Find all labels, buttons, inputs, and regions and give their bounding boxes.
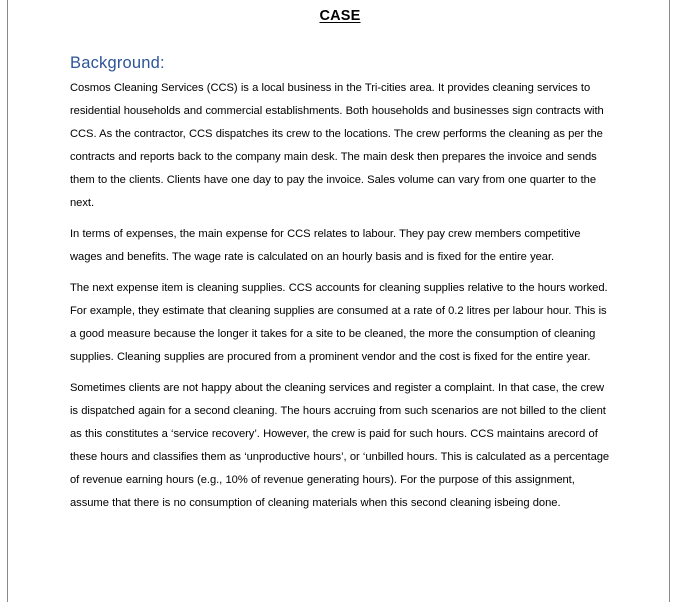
paragraph-cleaning-supplies: The next expense item is cleaning supplies. CCS accounts for cleaning supplies relative to the hours worked. For example, they estimate that cleaning supplies are consumed at a rate of 0.2 litres per labour hour. This is a good measure because the longer it takes for a site to be cleaned, the more the consumption of cleaning supplies. Cleaning supplies are procured from a prominent vendor and the cost is fixed for the entire year. bbox=[70, 282, 608, 363]
paragraph-labour-expense: In terms of expenses, the main expense for CCS relates to labour. They pay crew members competitive wages and benefits. The wage rate is calculated on an hourly basis and is fixed for the entire year. bbox=[70, 228, 581, 263]
document-title: CASE bbox=[319, 8, 361, 24]
document-page bbox=[70, 0, 610, 515]
section-heading: Background: bbox=[70, 54, 165, 72]
page-border-right bbox=[669, 0, 670, 602]
paragraph-company-overview: Cosmos Cleaning Services (CCS) is a local business in the Tri-cities area. It provides cleaning services to residential households and commercial establishments. Both households and businesses sign contracts with CCS. As the contractor, CCS dispatches its crew to the locations. The crew performs the cleaning as per the contracts and reports back to the company main desk. The main desk then prepares the invoice and sends them to the clients. Clients have one day to pay the invoice. Sales volume can vary from one quarter to the next. bbox=[70, 82, 604, 209]
page-border-left bbox=[7, 0, 8, 602]
paragraph-service-recovery: Sometimes clients are not happy about the cleaning services and register a complaint. In that case, the crew is dispatched again for a second cleaning. The hours accruing from such scenarios are not billed to the client as this constitutes a ‘service recovery’. However, the crew is paid for such hours. CCS maintains arecord of these hours and classifies them as ‘unproductive hours’, or ‘unbilled hours. This is calculated as a percentage of revenue earning hours (e.g., 10% of revenue generating hours). For the purpose of this assignment, assume that there is no consumption of cleaning materials when this second cleaning isbeing done. bbox=[70, 382, 610, 509]
